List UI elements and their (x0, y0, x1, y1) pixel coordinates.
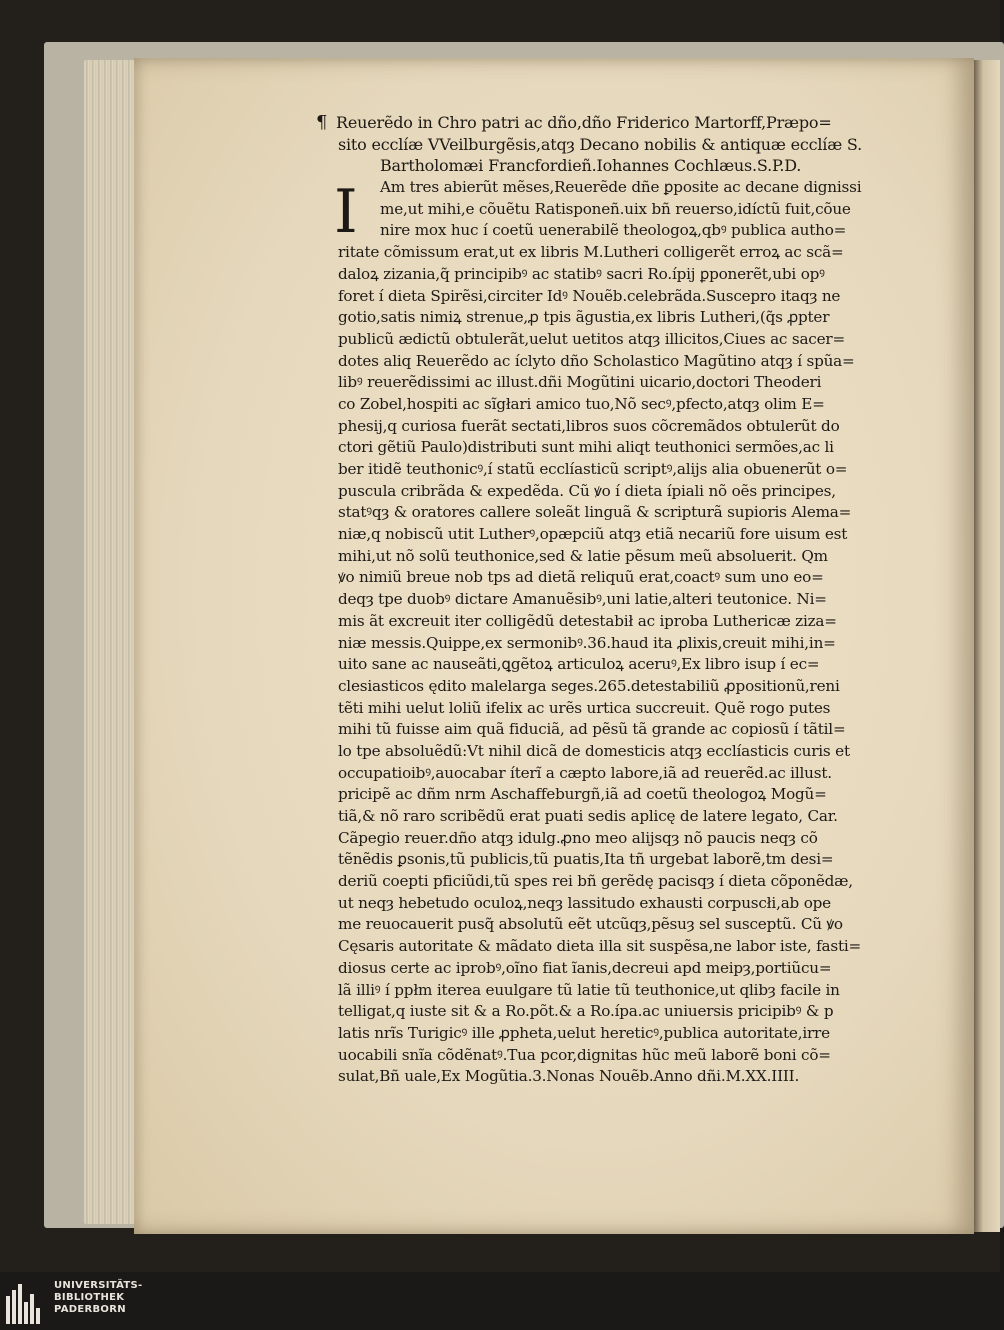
body-line: foret í dieta Spirẽsi,circiter Idꝰ Nouẽb.celebrãda.Suscepro itaqȝ ne (338, 286, 841, 305)
letter-text (316, 112, 898, 1088)
body-line: ut neqȝ hebetudo oculoꝝ,neqȝ lassitudo exhausti corpuscłi,ab ope (338, 893, 831, 912)
body-line: Cãpegio reuer.dño atqȝ idulg.ꝓno meo alijsqȝ nõ paucis neqȝ cõ (338, 828, 818, 847)
pilcrow-icon: ¶ (316, 112, 328, 133)
body-line: phesij,q curiosa fuerãt sectati,libros suos cõcremãdos obtulerũt do (338, 416, 840, 435)
body-line: publicũ ædictũ obtulerãt,uelut uetitos atqȝ illicitos,Ciues ac sacer= (338, 329, 845, 348)
body-line: Cęsaris autoritate & mãdato dieta illa sit suspẽsa,ne labor iste, fasti= (338, 937, 862, 956)
body-line: puscula cribrãda & expedẽda. Cũ ꝟo í dieta ípiali nõ oẽs principes, (338, 481, 836, 500)
body-line: mihi tũ fuisse aim quã fiduciã, ad pẽsũ tã grande ac copiosũ í tãtil= (338, 720, 846, 739)
letter-body (338, 177, 898, 1088)
header-line-3: Bartholomæi Francfordieñ.Iohannes Cochlæus.S.P.D. (380, 156, 802, 176)
body-line: uito sane ac nauseãti,ꝗgẽtoꝝ articuloꝝ aceruꝰ,Ex libro isup í ec= (338, 655, 820, 674)
body-line: tiã,& nõ raro scribẽdũ erat puati sedis aplicę de latere legato, Car. (338, 807, 838, 825)
header-line-2: sito ecclíæ VVeilburgẽsis,atqȝ Decano nobilis & antiquæ ecclíæ S. (338, 134, 863, 154)
body-line: occupatioibꝰ,auocabar íterĩ a cæpto labore,iã ad reuerẽd.ac illust. (338, 763, 832, 782)
body-line: deriũ coepti pficiũdi,tũ spes rei bñ gerẽdę pacisqȝ í dieta cõponẽdæ, (338, 872, 853, 891)
body-line: me,ut mihi,e cõuẽtu Ratisponeñ.uix bñ reuerso,idíctũ fuit,cõue (380, 199, 851, 218)
body-line: daloꝝ zizania,q̃ principibꝰ ac statibꝰ sacri Ro.ípij ꝑponerẽt,ubi opꝰ (338, 264, 825, 283)
body-line: ber itidẽ teuthonicꝰ,í statũ ecclíasticũ scriptꝰ,alijs alia obuenerũt o= (338, 460, 848, 478)
body-line: libꝰ reuerẽdissimi ac illust.dñi Mogũtini uicario,doctori Theoderi (338, 373, 822, 392)
body-line: Am tres abierũt mẽses,Reuerẽde dñe ꝑposite ac decane dignissi (380, 178, 862, 197)
body-line: telligat,q iuste sit & a Ro.põt.& a Ro.ípa.ac uniuersis pricipibꝰ & p (338, 1002, 834, 1021)
body-line: lo tpe absoluẽdũ:Vt nihil dicã de domesticis atqȝ ecclíasticis curis et (338, 741, 850, 760)
body-line: deqȝ tpe duobꝰ dictare Amanuẽsibꝰ,uni latie,alteri teutonice. Ni= (338, 590, 827, 609)
body-line: statꝰqȝ & oratores callere soleãt linguã & scripturã supioris Alema= (338, 503, 852, 522)
header-line-1: ¶ Reuerẽdo in Chro patri ac dño,dño Friderico Martorff,Præpo= (316, 112, 832, 133)
body-line: niæ messis.Quippe,ex sermonibꝰ.36.haud ita ꝓlixis,creuit mihi,in= (338, 633, 836, 652)
body-line: ritate cõmissum erat,ut ex libris M.Lutheri colligerẽt erroꝝ ac scã= (338, 243, 844, 262)
body-line: uocabili snĩa cõdẽnatꝰ.Tua pcor,dignitas hũc meũ laborẽ boni cõ= (338, 1045, 831, 1064)
body-line: dotes aliq Reuerẽdo ac íclyto dño Scholastico Magũtino atqȝ í spũa= (338, 351, 855, 370)
body-line: co Zobel,hospiti ac sĩgłari amico tuo,Nõ secꝰ,pfecto,atqȝ olim E= (338, 394, 825, 413)
library-logo-icon (6, 1282, 48, 1324)
body-line: ꝟo nimiũ breue nob tps ad dietã reliquũ erat,coactꝰ sum uno eo= (338, 568, 824, 587)
body-line: tẽti mihi uelut loliũ ifelix ac urẽs urtica succreuit. Quẽ rogo putes (338, 698, 831, 717)
body-line: clesiasticos ędito malelarga seges.265.detestabiliũ ꝓpositionũ,reni (338, 676, 840, 695)
body-line: mihi,ut nõ solũ teuthonice,sed & latie pẽsum meũ absoluerit. Qm (338, 546, 828, 565)
body-line: tẽnẽdis ꝑsonis,tũ publicis,tũ puatis,Ita tñ urgebat laborẽ,tm desi= (338, 850, 834, 869)
footer-bar (0, 1272, 1000, 1330)
body-line: pricipẽ ac dñm nrm Aschaffeburgñ,iã ad coetũ theologoꝝ Mogũ= (338, 785, 827, 804)
drop-cap: I (334, 177, 358, 247)
library-name: UNIVERSITÄTS- BIBLIOTHEK PADERBORN (54, 1280, 143, 1315)
body-line: gotio,satis nimiꝝ strenue,ꝓ tpis ãgustia,ex libris Lutheri,(q̃s ꝓpter (338, 308, 830, 327)
body-line: nire mox huc í coetũ uenerabilẽ theologoꝝ,qbꝰ publica autho= (380, 221, 847, 240)
body-line: diosus certe ac iprobꝰ,oĩno fiat ĩanis,decreui apd meipȝ,portiũcu= (338, 958, 832, 977)
body-line: niæ,q nobiscũ utit Lutherꝰ,opæpciũ atqȝ etiã necariũ fore uisum est (338, 525, 848, 544)
body-line: ctori gẽtiũ Paulo)distributi sunt mihi aliqt teuthonici sermões,ac li (338, 438, 834, 457)
body-line: sulat,Bñ uale,Ex Mogũtia.3.Nonas Nouẽb.Anno dñi.M.XX.IIII. (338, 1067, 800, 1086)
body-line: latis nrĩs Turigicꝰ ille ꝓpheta,uelut hereticꝰ,publica autoritate,irre (338, 1023, 830, 1042)
body-line: mis ãt excreuit iter colligẽdũ detestabił ac iproba Luthericæ ziza= (338, 611, 837, 630)
body-line: me reuocauerit pusq̃ absolutũ eẽt utcũqȝ,pẽsuȝ sel susceptũ. Cũ ꝟo (338, 915, 843, 934)
facing-page-edge (974, 60, 1000, 1232)
body-line: lã illiꝰ í ppłm iterea euulgare tũ latie tũ teuthonice,ut qlibȝ facile in (338, 980, 840, 999)
